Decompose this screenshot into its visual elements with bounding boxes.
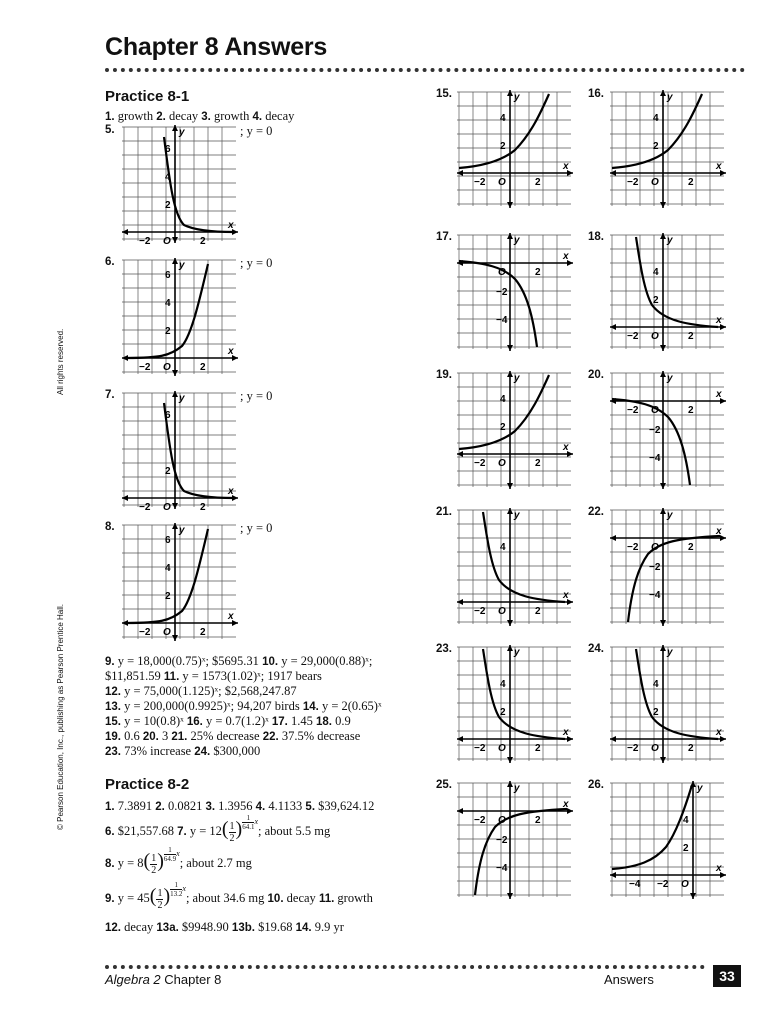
y-axis-arrow bbox=[507, 620, 513, 626]
graph-label-8: 8. bbox=[105, 521, 115, 533]
x-tick-label: 2 bbox=[535, 815, 541, 826]
x-axis-name: x bbox=[228, 611, 234, 622]
y-tick-label: 2 bbox=[653, 141, 659, 152]
graph-label-19: 19. bbox=[436, 369, 452, 381]
y-axis-arrow bbox=[172, 125, 178, 131]
graph-label-24: 24. bbox=[588, 643, 604, 655]
graph-20 bbox=[608, 371, 726, 489]
graph-label-16: 16. bbox=[588, 88, 604, 100]
x-tick-label: 2 bbox=[688, 542, 694, 553]
x-tick-label: −2 bbox=[627, 331, 639, 342]
graph-21 bbox=[455, 508, 573, 626]
y-axis-name: y bbox=[667, 373, 673, 384]
x-axis-name: x bbox=[563, 251, 569, 262]
y-tick-label: −4 bbox=[496, 315, 508, 326]
y-axis-arrow bbox=[507, 345, 513, 351]
y-tick-label: 4 bbox=[165, 298, 171, 309]
footer-book: Algebra 2 Chapter 8 bbox=[105, 972, 222, 987]
x-tick-label: −2 bbox=[474, 606, 486, 617]
y-axis-name: y bbox=[514, 373, 520, 384]
graph-label-7: 7. bbox=[105, 389, 115, 401]
footer-divider bbox=[105, 965, 705, 969]
y-axis-name: y bbox=[179, 525, 185, 536]
y-axis-name: y bbox=[514, 510, 520, 521]
graph-25 bbox=[455, 781, 573, 899]
function-curve bbox=[612, 94, 702, 168]
x-tick-label: −2 bbox=[474, 743, 486, 754]
y-tick-label: 6 bbox=[165, 535, 171, 546]
y-tick-label: 4 bbox=[653, 267, 659, 278]
y-tick-label: −2 bbox=[649, 425, 661, 436]
y-axis-arrow bbox=[172, 391, 178, 397]
x-tick-label: −2 bbox=[627, 743, 639, 754]
origin-label: O bbox=[163, 236, 171, 247]
x-axis-name: x bbox=[563, 590, 569, 601]
y-axis-name: y bbox=[514, 235, 520, 246]
x-tick-label: −2 bbox=[627, 177, 639, 188]
y-axis-arrow bbox=[660, 757, 666, 763]
y-axis-name: y bbox=[514, 92, 520, 103]
y-axis-arrow bbox=[660, 345, 666, 351]
x-tick-label: −2 bbox=[139, 502, 151, 513]
function-curve bbox=[483, 512, 565, 602]
x-tick-label: −4 bbox=[629, 879, 641, 890]
x-tick-label: −2 bbox=[139, 627, 151, 638]
asymptote-5: ; y = 0 bbox=[240, 124, 273, 138]
answer-line-p2-8: 8. y = 8( $\frac{1}{2}$ ) $^{\frac{1}{64.9} x}$; about 2.7 mg bbox=[105, 845, 252, 876]
graph-18 bbox=[608, 233, 726, 351]
y-axis-arrow bbox=[660, 90, 666, 96]
y-axis-arrow bbox=[660, 508, 666, 514]
y-axis-name: y bbox=[179, 127, 185, 138]
y-axis-arrow bbox=[507, 483, 513, 489]
answer-line-12: 12. y = 75,000(1.125)ˣ; $2,568,247.87 bbox=[105, 684, 297, 698]
origin-label: O bbox=[498, 815, 506, 826]
answer-line-19-22: 19. 0.6 20. 3 21. 25% decrease 22. 37.5% decrease bbox=[105, 729, 361, 743]
x-axis-name: x bbox=[716, 727, 722, 738]
y-tick-label: 2 bbox=[500, 422, 506, 433]
origin-label: O bbox=[651, 331, 659, 342]
y-axis-arrow bbox=[507, 893, 513, 899]
y-axis-arrow bbox=[172, 258, 178, 264]
y-tick-label: 2 bbox=[500, 141, 506, 152]
y-tick-label: 4 bbox=[165, 172, 171, 183]
x-axis-name: x bbox=[563, 799, 569, 810]
graph-7 bbox=[120, 391, 238, 513]
x-axis-arrow bbox=[122, 495, 128, 501]
x-tick-label: −2 bbox=[139, 362, 151, 373]
y-tick-label: −2 bbox=[649, 562, 661, 573]
function-curve bbox=[459, 94, 549, 168]
y-axis-name: y bbox=[514, 647, 520, 658]
y-axis-arrow bbox=[507, 645, 513, 651]
origin-label: O bbox=[651, 405, 659, 416]
asymptote-6: ; y = 0 bbox=[240, 256, 273, 270]
x-axis-arrow bbox=[457, 736, 463, 742]
y-tick-label: 4 bbox=[500, 542, 506, 553]
y-axis-arrow bbox=[660, 620, 666, 626]
y-tick-label: 4 bbox=[500, 113, 506, 124]
y-tick-label: 2 bbox=[653, 295, 659, 306]
title-divider bbox=[105, 68, 745, 72]
x-axis-arrow bbox=[457, 170, 463, 176]
y-tick-label: 2 bbox=[653, 707, 659, 718]
answer-line-13-14: 13. y = 200,000(0.9925)ˣ; 94,207 birds 14. y = 2(0.65)ˣ bbox=[105, 699, 382, 713]
y-tick-label: 4 bbox=[653, 679, 659, 690]
y-axis-arrow bbox=[507, 90, 513, 96]
y-tick-label: 2 bbox=[165, 591, 171, 602]
y-tick-label: 6 bbox=[165, 270, 171, 281]
function-curve bbox=[612, 785, 692, 869]
origin-label: O bbox=[498, 743, 506, 754]
x-axis-arrow bbox=[122, 229, 128, 235]
answer-line-15-18: 15. y = 10(0.8)ˣ 16. y = 0.7(1.2)ˣ 17. 1.45 18. 0.9 bbox=[105, 714, 351, 728]
function-curve bbox=[636, 649, 718, 739]
y-tick-label: 4 bbox=[500, 394, 506, 405]
y-axis-arrow bbox=[172, 503, 178, 509]
x-tick-label: −2 bbox=[474, 458, 486, 469]
y-axis-arrow bbox=[172, 635, 178, 641]
y-tick-label: 2 bbox=[165, 200, 171, 211]
x-tick-label: −2 bbox=[627, 405, 639, 416]
origin-label: O bbox=[681, 879, 689, 890]
y-axis-name: y bbox=[667, 510, 673, 521]
y-axis-name: y bbox=[697, 783, 703, 794]
y-axis-arrow bbox=[660, 202, 666, 208]
page-title: Chapter 8 Answers bbox=[105, 33, 328, 61]
y-tick-label: 2 bbox=[500, 707, 506, 718]
asymptote-7: ; y = 0 bbox=[240, 389, 273, 403]
y-axis-arrow bbox=[507, 202, 513, 208]
y-axis-arrow bbox=[507, 781, 513, 787]
y-axis-name: y bbox=[667, 92, 673, 103]
y-axis-arrow bbox=[507, 508, 513, 514]
origin-label: O bbox=[498, 267, 506, 278]
page-number: 33 bbox=[713, 965, 741, 987]
graph-17 bbox=[455, 233, 573, 351]
x-tick-label: 2 bbox=[688, 177, 694, 188]
y-axis-arrow bbox=[172, 523, 178, 529]
graph-23 bbox=[455, 645, 573, 763]
x-axis-arrow bbox=[610, 535, 616, 541]
x-axis-arrow bbox=[610, 736, 616, 742]
graph-5 bbox=[120, 125, 238, 247]
origin-label: O bbox=[163, 502, 171, 513]
x-tick-label: 2 bbox=[688, 743, 694, 754]
x-tick-label: 2 bbox=[535, 606, 541, 617]
function-curve bbox=[628, 536, 720, 622]
y-tick-label: −4 bbox=[649, 590, 661, 601]
answer-line-p2-1-5: 1. 7.3891 2. 0.0821 3. 1.3956 4. 4.1133 5. $39,624.12 bbox=[105, 799, 375, 813]
graph-6 bbox=[120, 258, 238, 376]
x-tick-label: 2 bbox=[200, 627, 206, 638]
x-axis-name: x bbox=[563, 161, 569, 172]
x-tick-label: −2 bbox=[627, 542, 639, 553]
graph-label-20: 20. bbox=[588, 369, 604, 381]
y-tick-label: 4 bbox=[165, 563, 171, 574]
x-tick-label: −2 bbox=[474, 177, 486, 188]
origin-label: O bbox=[498, 606, 506, 617]
function-curve bbox=[483, 649, 565, 739]
x-tick-label: −2 bbox=[474, 815, 486, 826]
x-axis-name: x bbox=[228, 220, 234, 231]
y-tick-label: −4 bbox=[496, 863, 508, 874]
x-axis-arrow bbox=[610, 170, 616, 176]
x-axis-name: x bbox=[563, 727, 569, 738]
x-tick-label: 2 bbox=[535, 743, 541, 754]
y-tick-label: 6 bbox=[165, 410, 171, 421]
footer-section: Answers bbox=[604, 972, 654, 987]
answer-line-9-10: 9. y = 18,000(0.75)ˣ; $5695.31 10. y = 29,000(0.88)ˣ; bbox=[105, 654, 373, 668]
graph-label-5: 5. bbox=[105, 124, 115, 136]
x-axis-name: x bbox=[716, 389, 722, 400]
y-axis-name: y bbox=[667, 647, 673, 658]
origin-label: O bbox=[498, 177, 506, 188]
origin-label: O bbox=[163, 362, 171, 373]
graph-label-22: 22. bbox=[588, 506, 604, 518]
graph-label-23: 23. bbox=[436, 643, 452, 655]
y-tick-label: −2 bbox=[496, 835, 508, 846]
graph-label-25: 25. bbox=[436, 779, 452, 791]
graph-label-18: 18. bbox=[588, 231, 604, 243]
function-curve bbox=[636, 237, 718, 327]
y-axis-arrow bbox=[660, 645, 666, 651]
y-tick-label: 4 bbox=[683, 815, 689, 826]
x-axis-name: x bbox=[716, 526, 722, 537]
answer-line-p2-12-14: 12. decay 13a. $9948.90 13b. $19.68 14. 9.9 yr bbox=[105, 920, 344, 934]
origin-label: O bbox=[651, 177, 659, 188]
x-axis-name: x bbox=[563, 442, 569, 453]
y-tick-label: −4 bbox=[649, 453, 661, 464]
y-axis-arrow bbox=[507, 371, 513, 377]
y-tick-label: 2 bbox=[165, 466, 171, 477]
x-axis-name: x bbox=[228, 486, 234, 497]
graph-24 bbox=[608, 645, 726, 763]
origin-label: O bbox=[651, 542, 659, 553]
y-tick-label: −2 bbox=[496, 287, 508, 298]
graph-16 bbox=[608, 90, 726, 208]
x-axis-arrow bbox=[457, 599, 463, 605]
copyright-notice: © Pearson Education, Inc., publishing as Pearson Prentice Hall. bbox=[56, 603, 65, 830]
graph-22 bbox=[608, 508, 726, 626]
y-axis-arrow bbox=[172, 370, 178, 376]
y-tick-label: 4 bbox=[653, 113, 659, 124]
x-tick-label: 2 bbox=[535, 267, 541, 278]
y-tick-label: 6 bbox=[165, 144, 171, 155]
graph-8 bbox=[120, 523, 238, 641]
x-tick-label: 2 bbox=[535, 458, 541, 469]
rights-notice: All rights reserved. bbox=[56, 328, 65, 395]
y-axis-arrow bbox=[507, 233, 513, 239]
x-tick-label: −2 bbox=[657, 879, 669, 890]
graph-label-6: 6. bbox=[105, 256, 115, 268]
x-tick-label: 2 bbox=[688, 331, 694, 342]
y-axis-arrow bbox=[507, 757, 513, 763]
x-axis-name: x bbox=[716, 315, 722, 326]
x-axis-name: x bbox=[716, 161, 722, 172]
answer-line-p2-9-11: 9. y = 45( $\frac{1}{2}$ ) $^{\frac{1}{13.2} x}$; about 34.6 mg 10. decay 11. growth bbox=[105, 880, 373, 911]
x-tick-label: 2 bbox=[200, 362, 206, 373]
asymptote-8: ; y = 0 bbox=[240, 521, 273, 535]
y-tick-label: 4 bbox=[500, 679, 506, 690]
origin-label: O bbox=[163, 627, 171, 638]
graph-26 bbox=[608, 781, 726, 899]
y-axis-name: y bbox=[179, 260, 185, 271]
section-heading-8-2: Practice 8-2 bbox=[105, 776, 190, 793]
x-axis-arrow bbox=[610, 872, 616, 878]
x-tick-label: −2 bbox=[139, 236, 151, 247]
function-curve bbox=[459, 375, 549, 449]
y-tick-label: 2 bbox=[165, 326, 171, 337]
origin-label: O bbox=[651, 743, 659, 754]
y-axis-name: y bbox=[179, 393, 185, 404]
graph-19 bbox=[455, 371, 573, 489]
origin-label: O bbox=[498, 458, 506, 469]
function-curve bbox=[475, 809, 567, 895]
x-tick-label: 2 bbox=[688, 405, 694, 416]
y-axis-arrow bbox=[660, 233, 666, 239]
answer-line-1-4: 1. growth 2. decay 3. growth 4. decay bbox=[105, 109, 295, 123]
section-heading-8-1: Practice 8-1 bbox=[105, 88, 190, 105]
graph-label-17: 17. bbox=[436, 231, 452, 243]
x-tick-label: 2 bbox=[200, 236, 206, 247]
graph-label-15: 15. bbox=[436, 88, 452, 100]
y-axis-arrow bbox=[690, 893, 696, 899]
y-axis-name: y bbox=[667, 235, 673, 246]
x-tick-label: 2 bbox=[535, 177, 541, 188]
graph-label-21: 21. bbox=[436, 506, 452, 518]
y-axis-arrow bbox=[660, 371, 666, 377]
y-tick-label: 2 bbox=[683, 843, 689, 854]
x-axis-arrow bbox=[610, 324, 616, 330]
x-axis-name: x bbox=[716, 863, 722, 874]
y-axis-arrow bbox=[660, 483, 666, 489]
graph-label-26: 26. bbox=[588, 779, 604, 791]
x-axis-name: x bbox=[228, 346, 234, 357]
graph-15 bbox=[455, 90, 573, 208]
answer-line-p2-6-7: 6. $21,557.68 7. y = 12( $\frac{1}{2}$ ) $^{\frac{1}{64.1} x}$; about 5.5 mg bbox=[105, 813, 331, 844]
answer-line-23-24: 23. 73% increase 24. $300,000 bbox=[105, 744, 261, 758]
x-axis-arrow bbox=[457, 451, 463, 457]
x-tick-label: 2 bbox=[200, 502, 206, 513]
y-axis-name: y bbox=[514, 783, 520, 794]
answer-line-10-11: $11,851.59 11. y = 1573(1.02)ˣ; 1917 bears bbox=[105, 669, 322, 683]
y-axis-arrow bbox=[172, 237, 178, 243]
x-axis-arrow bbox=[457, 808, 463, 814]
